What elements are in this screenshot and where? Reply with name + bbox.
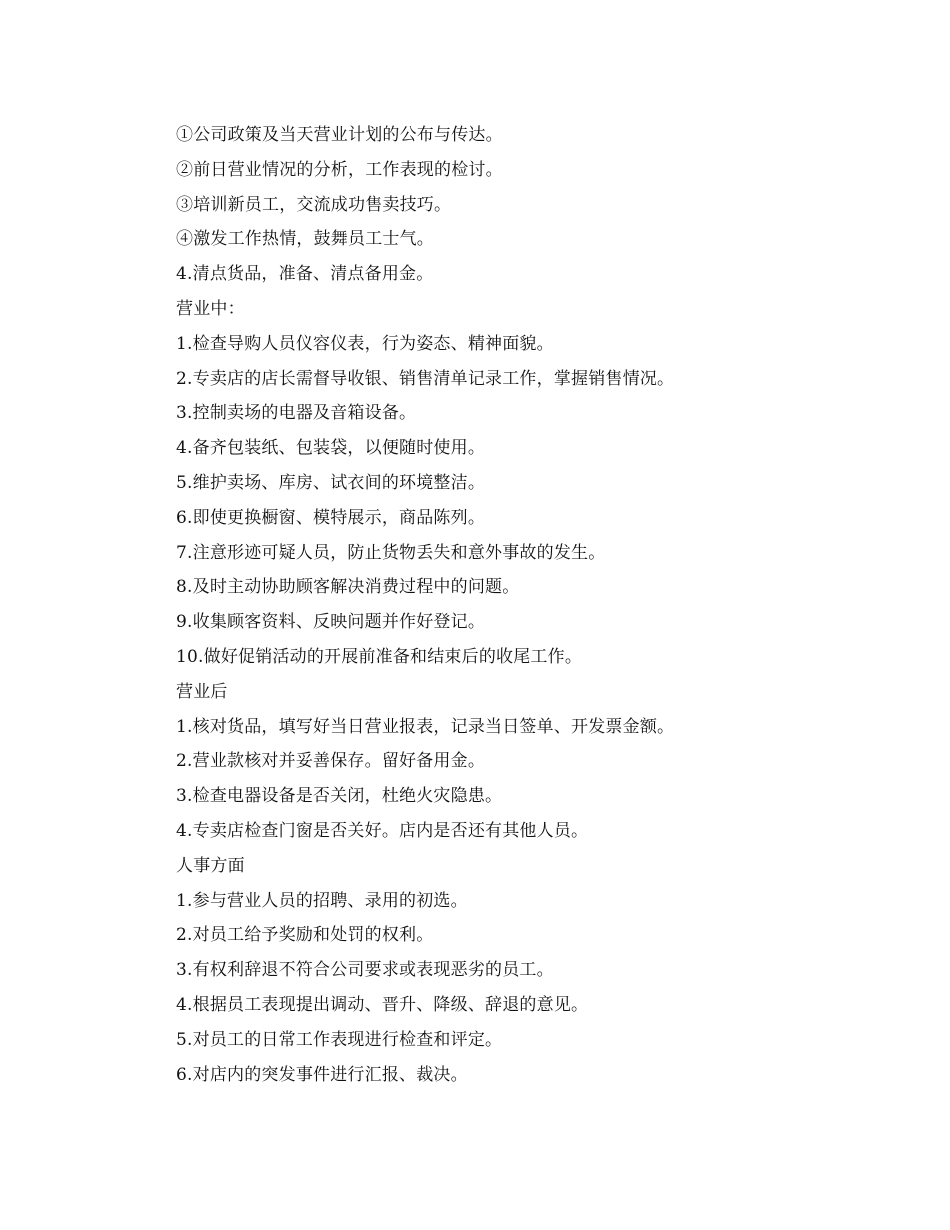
list-item: 3.控制卖场的电器及音箱设备。 [176,403,417,424]
list-item: 4.根据员工表现提出调动、晋升、降级、辞退的意见。 [176,994,589,1015]
list-item: 4.清点货品，准备、清点备用金。 [176,264,434,285]
section-heading: 营业后 [176,681,228,702]
list-item: 6.对店内的突发事件进行汇报、裁决。 [176,1064,468,1085]
list-item: 3.有权利辞退不符合公司要求或表现恶劣的员工。 [176,960,554,981]
section-heading: 人事方面 [176,855,245,876]
list-item: 1.检查导购人员仪容仪表，行为姿态、精神面貌。 [176,333,554,354]
list-item: 2.专卖店的店长需督导收银、销售清单记录工作，掌握销售情况。 [176,368,675,389]
list-item: 2.对员工给予奖励和处罚的权利。 [176,925,434,946]
list-item: 8.及时主动协助顾客解决消费过程中的问题。 [176,577,520,598]
list-item: 6.即使更换橱窗、模特展示，商品陈列。 [176,507,486,528]
list-item: ④激发工作热情，鼓舞员工士气。 [176,229,434,250]
list-item: 7.注意形迹可疑人员，防止货物丢失和意外事故的发生。 [176,542,606,563]
list-item: 5.维护卖场、库房、试衣间的环境整洁。 [176,472,486,493]
list-item: 4.备齐包装纸、包装袋，以便随时使用。 [176,438,486,459]
list-item: ③培训新员工，交流成功售卖技巧。 [176,194,452,215]
section-heading: 营业中： [176,298,245,319]
list-item: 1.核对货品，填写好当日营业报表，记录当日签单、开发票金额。 [176,716,675,737]
list-item: 2.营业款核对并妥善保存。留好备用金。 [176,751,486,772]
list-item: 4.专卖店检查门窗是否关好。店内是否还有其他人员。 [176,820,589,841]
list-item: ①公司政策及当天营业计划的公布与传达。 [176,125,503,145]
list-item: 10.做好促销活动的开展前准备和结束后的收尾工作。 [176,646,583,667]
list-item: 3.检查电器设备是否关闭，杜绝火灾隐患。 [176,786,503,807]
list-item: ②前日营业情况的分析，工作表现的检讨。 [176,159,503,180]
list-item: 1.参与营业人员的招聘、录用的初选。 [176,890,468,911]
list-item: 9.收集顾客资料、反映问题并作好登记。 [176,612,486,633]
document-body [176,118,876,1092]
list-item: 5.对员工的日常工作表现进行检查和评定。 [176,1029,503,1050]
